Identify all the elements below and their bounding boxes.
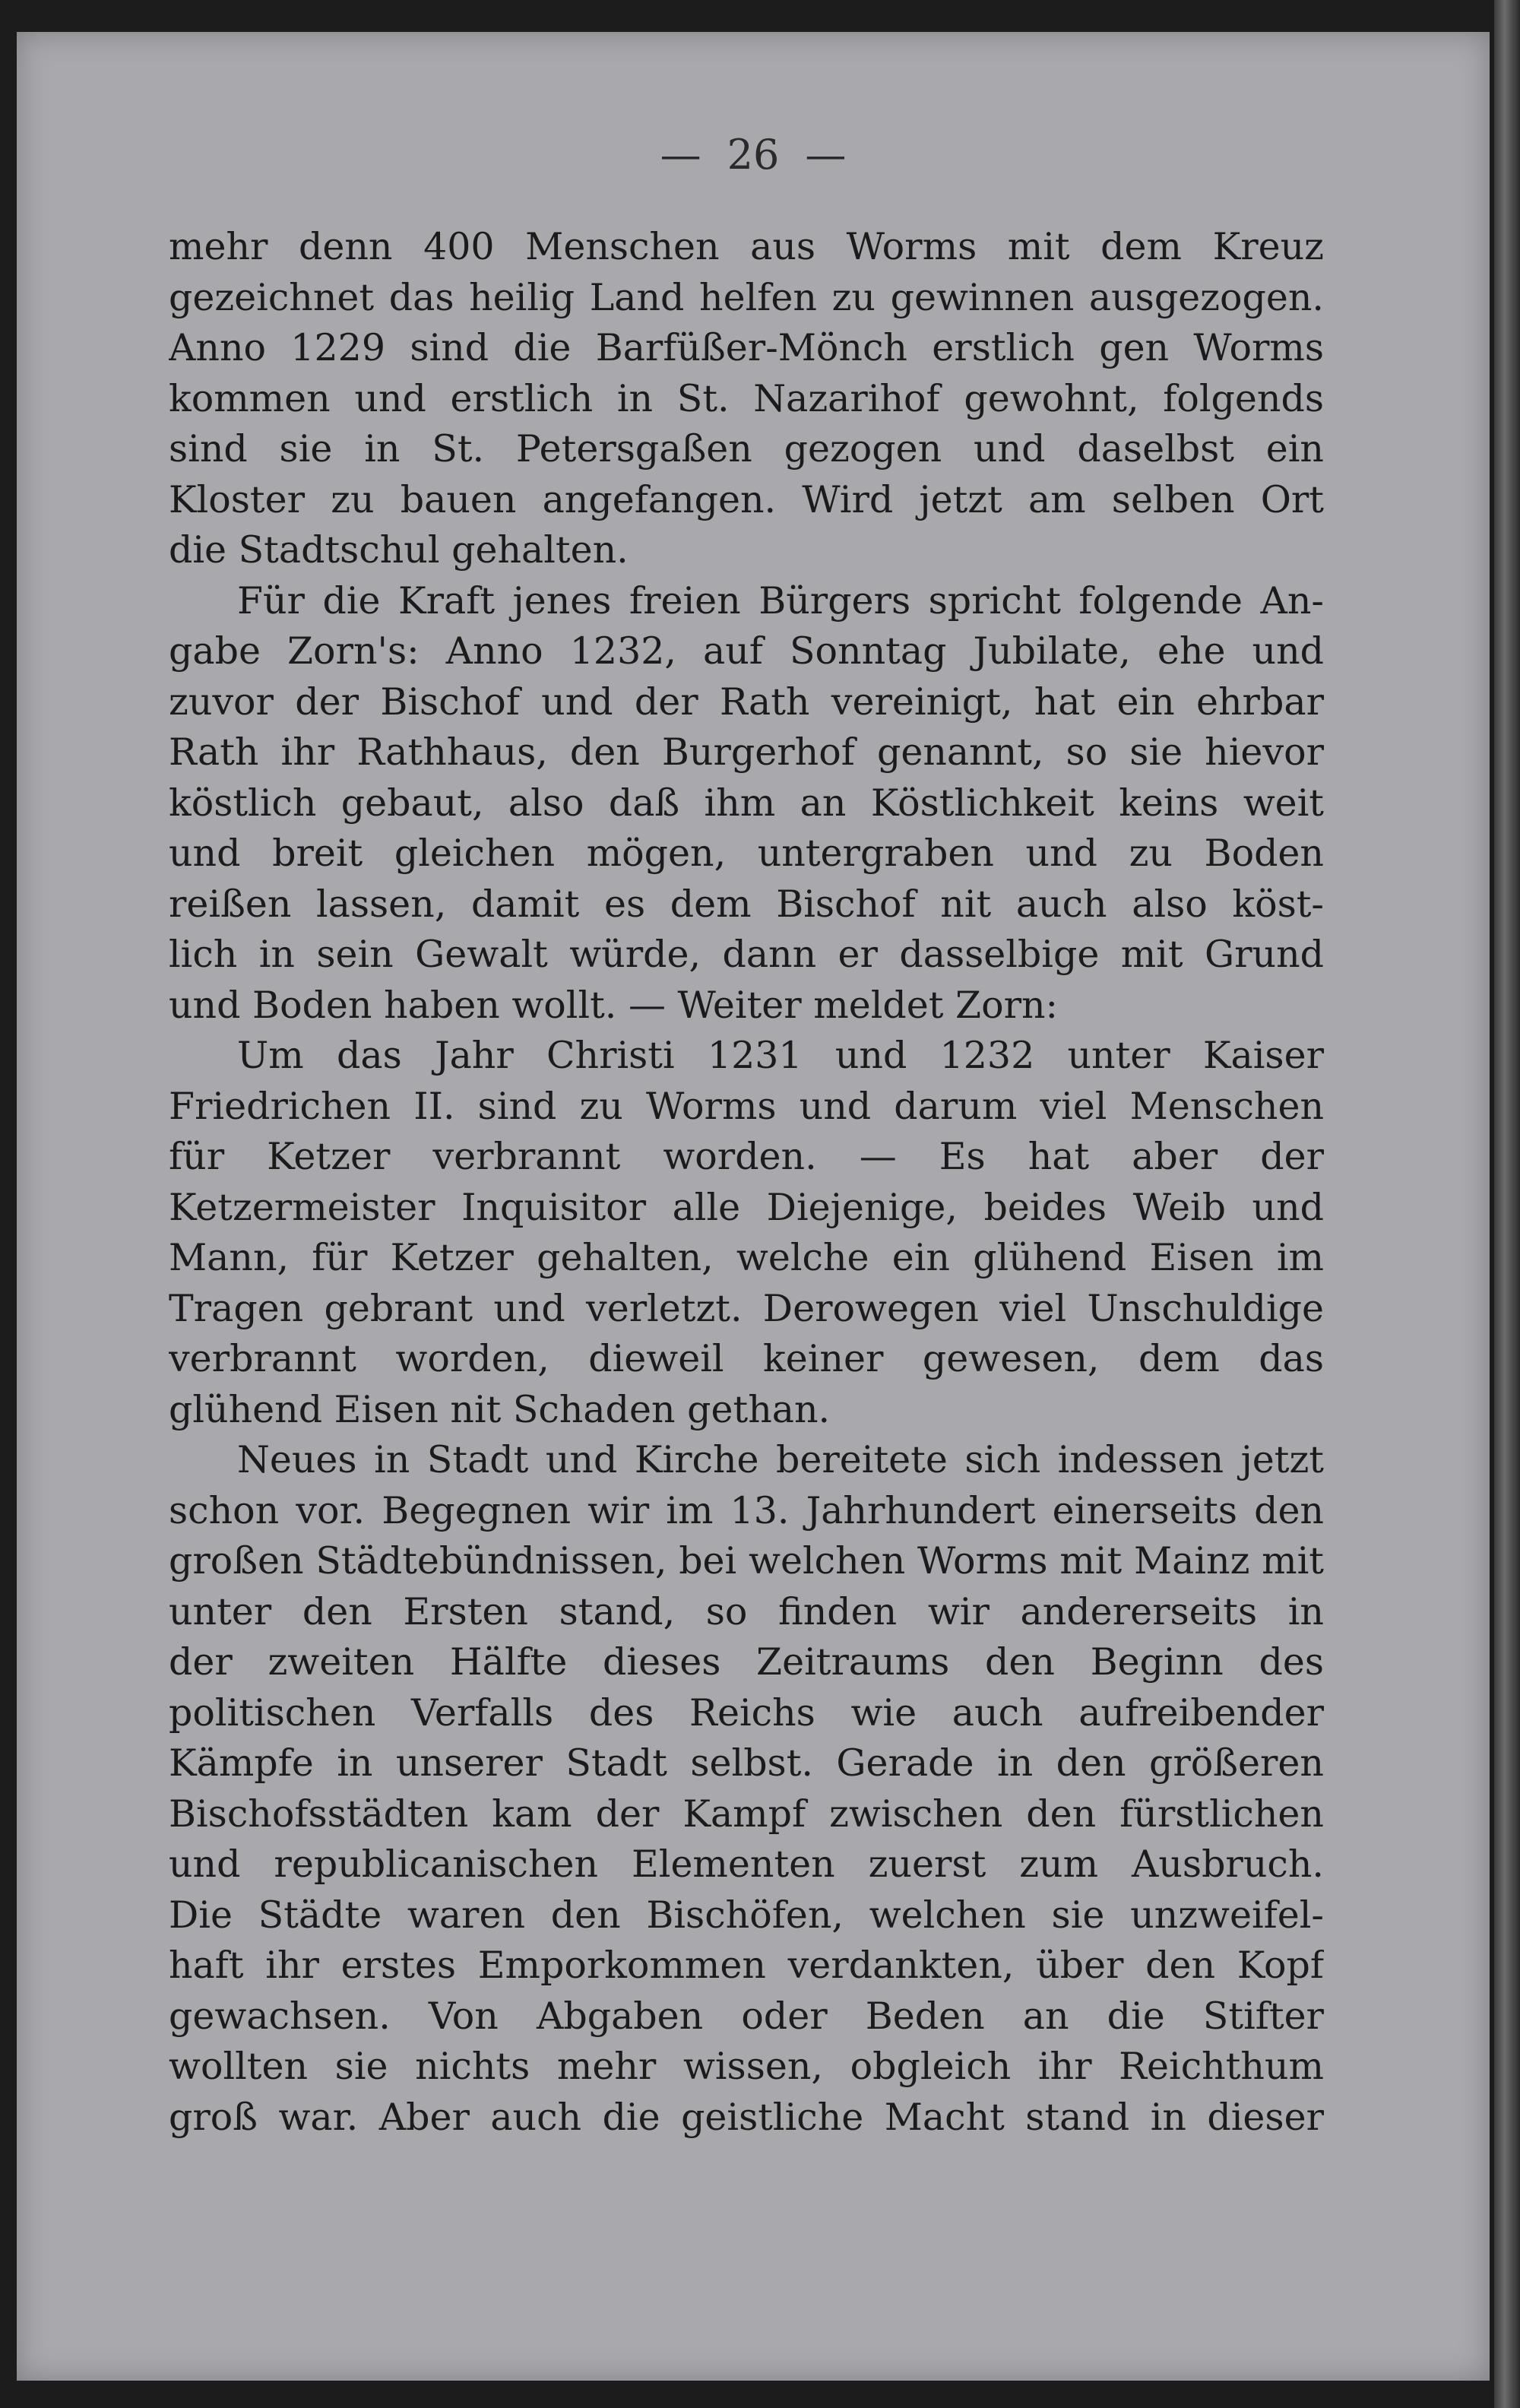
page-number [17,131,1490,179]
text-line: mehr denn 400 Menschen aus Worms mit dem Kreuz [169,225,1324,268]
text-line: schon vor. Begegnen wir im 13. Jahrhundert einerseits den [169,1488,1324,1532]
text-line: gabe Zorn's: Anno 1232, auf Sonntag Jubilate, ehe und [169,629,1324,673]
text-line: wollten sie nichts mehr wissen, obgleich ihr Reichthum [169,2045,1324,2088]
text-line: groß war. Aber auch die geistliche Macht stand in dieser [169,2095,1324,2139]
body-text [169,222,1324,2143]
text-line: Anno 1229 sind die Barfüßer-Mönch erstlich gen Worms [169,326,1324,369]
text-line: glühend Eisen nit Schaden gethan. [169,1387,831,1431]
text-line: Für die Kraft jenes freien Bürgers spricht folgende An- [237,578,1324,623]
text-line: der zweiten Hälfte dieses Zeitraums den Beginn des [169,1640,1324,1684]
text-line: Rath ihr Rathhaus, den Burgerhof genannt, so sie hievor [169,730,1324,774]
page-number-dash-left: — [660,131,701,179]
page-number-dash-right: — [805,131,847,179]
text-line: gewachsen. Von Abgaben oder Beden an die Stifter [169,1994,1324,2038]
text-line: Friedrichen II. sind zu Worms und darum viel Menschen [169,1084,1324,1128]
text-line: sind sie in St. Petersgaßen gezogen und daselbst ein [169,427,1324,471]
text-line: Die Städte waren den Bischöfen, welchen sie unzweifel- [169,1893,1324,1937]
text-line: Um das Jahr Christi 1231 und 1232 unter Kaiser [237,1034,1324,1077]
text-line: verbrannt worden, dieweil keiner gewesen, dem das [169,1337,1324,1380]
text-line: und republicanischen Elementen zuerst zum Ausbruch. [169,1842,1324,1886]
text-line: Kloster zu bauen angefangen. Wird jetzt am selben Ort [169,477,1324,521]
text-line: großen Städtebündnissen, bei welchen Worms mit Mainz mit [169,1539,1324,1583]
text-line: gezeichnet das heilig Land helfen zu gewinnen ausgezogen. [169,275,1324,319]
text-line: politischen Verfalls des Reichs wie auch aufreibender [169,1690,1324,1735]
text-line: unter den Ersten stand, so finden wir andererseits in [169,1589,1324,1633]
text-line: Kämpfe in unserer Stadt selbst. Gerade in den größeren [169,1741,1324,1785]
text-line: lich in sein Gewalt würde, dann er dasselbige mit Grund [169,933,1324,976]
text-line: Ketzermeister Inquisitor alle Diejenige, beides Weib und [169,1185,1324,1229]
book-page [17,32,1490,2381]
book-spine-edge [1494,0,1520,2408]
text-line: köstlich gebaut, also daß ihm an Köstlichkeit keins weit [169,781,1324,825]
text-line: Mann, für Ketzer gehalten, welche ein glühend Eisen im [169,1236,1324,1279]
text-line: Neues in Stadt und Kirche bereitete sich indessen jetzt [237,1438,1324,1481]
text-line: haft ihr erstes Emporkommen verdankten, über den Kopf [169,1944,1324,1987]
text-line: Bischofsstädten kam der Kampf zwischen den fürstlichen [169,1792,1324,1836]
text-line: und Boden haben wollt. — Weiter meldet Zorn: [169,983,1059,1027]
text-line: und breit gleichen mögen, untergraben und zu Boden [169,832,1324,875]
text-line: Tragen gebrant und verletzt. Derowegen viel Unschuldige [169,1286,1324,1330]
text-line: für Ketzer verbrannt worden. — Es hat aber der [169,1135,1324,1178]
text-line: reißen lassen, damit es dem Bischof nit auch also köst- [169,882,1324,926]
text-line: kommen und erstlich in St. Nazarihof gewohnt, folgends [169,376,1324,420]
page-number-value: 26 [727,131,780,179]
text-line: die Stadtschul gehalten. [169,528,629,572]
text-line: zuvor der Bischof und der Rath vereinigt, hat ein ehrbar [169,680,1324,724]
